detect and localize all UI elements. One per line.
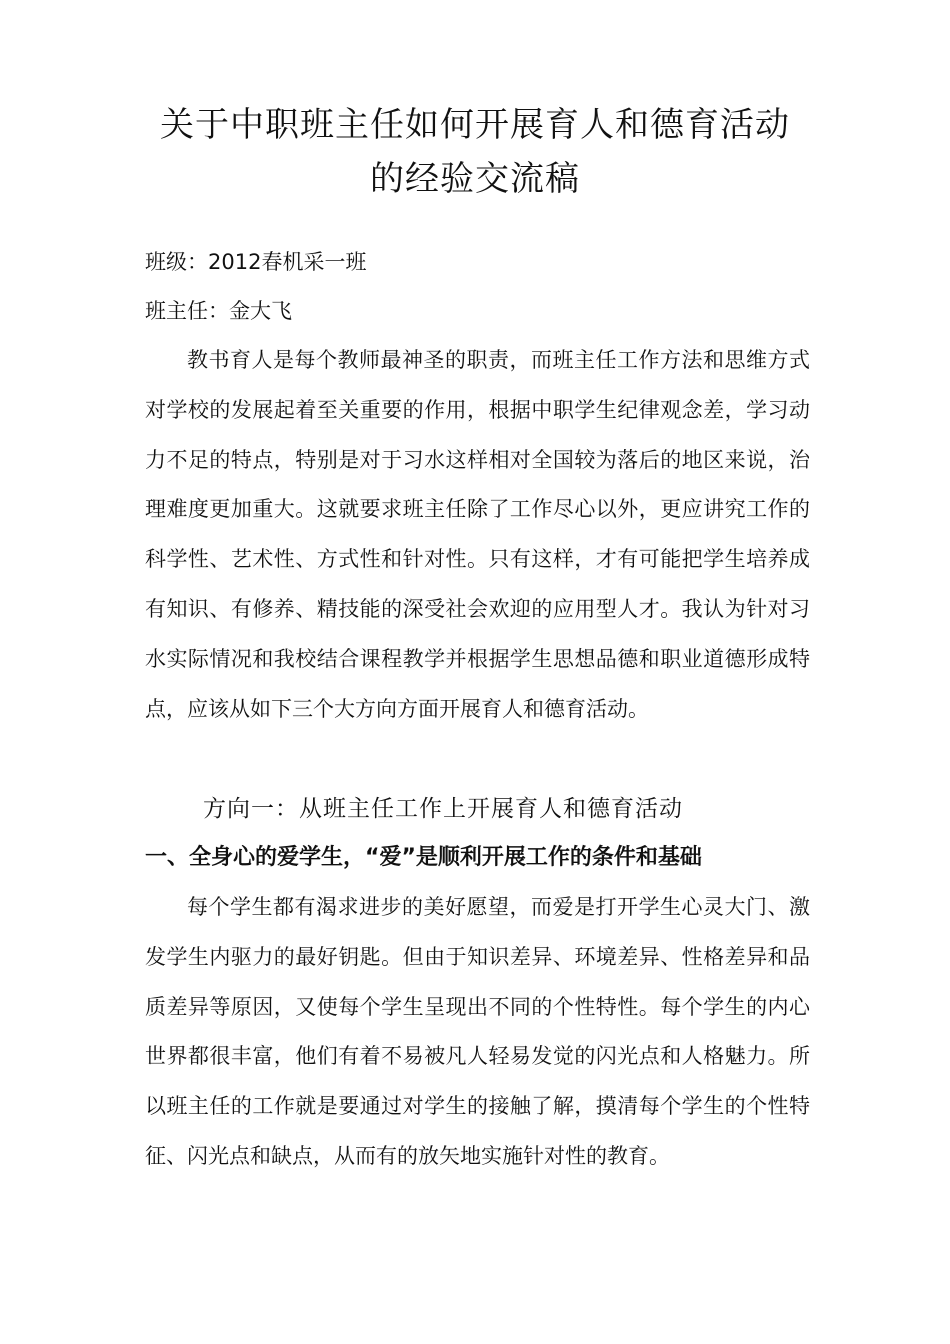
section-one-paragraph: 每个学生都有渴求进步的美好愿望，而爱是打开学生心灵大门、激发学生内驱力的最好钥匙。但由于知识差异、环境差异、性格差异和品质差异等原因，又使每个学生呈现出不同的个性特性。每个学生的内心世界都很丰富，他们有着不易被凡人轻易发觉的闪光点和人格魅力。所以班主任的工作就是要通过对学生的接触了解，摸清每个学生的个性特征、闪光点和缺点，从而有的放矢地实施针对性的教育。	[145, 895, 810, 1168]
class-info: 班级：2012春机采一班	[145, 250, 367, 274]
teacher-info: 班主任：金大飞	[145, 299, 292, 323]
document-title-line-1: 关于中职班主任如何开展育人和德育活动	[160, 105, 790, 145]
direction-one-heading: 方向一：从班主任工作上开展育人和德育活动	[203, 796, 683, 822]
section-one-heading: 一、全身心的爱学生，“爱”是顺利开展工作的条件和基础	[145, 845, 702, 870]
document-title-line-2: 的经验交流稿	[370, 159, 580, 199]
intro-paragraph: 教书育人是每个教师最神圣的职责，而班主任工作方法和思维方式对学校的发展起着至关重要的作用，根据中职学生纪律观念差，学习动力不足的特点，特别是对于习水这样相对全国较为落后的地区来说，治理难度更加重大。这就要求班主任除了工作尽心以外，更应讲究工作的科学性、艺术性、方式性和针对性。只有这样，才有可能把学生培养成有知识、有修养、精技能的深受社会欢迎的应用型人才。我认为针对习水实际情况和我校结合课程教学并根据学生思想品德和职业道德形成特点，应该从如下三个大方向方面开展育人和德育活动。	[145, 348, 810, 721]
